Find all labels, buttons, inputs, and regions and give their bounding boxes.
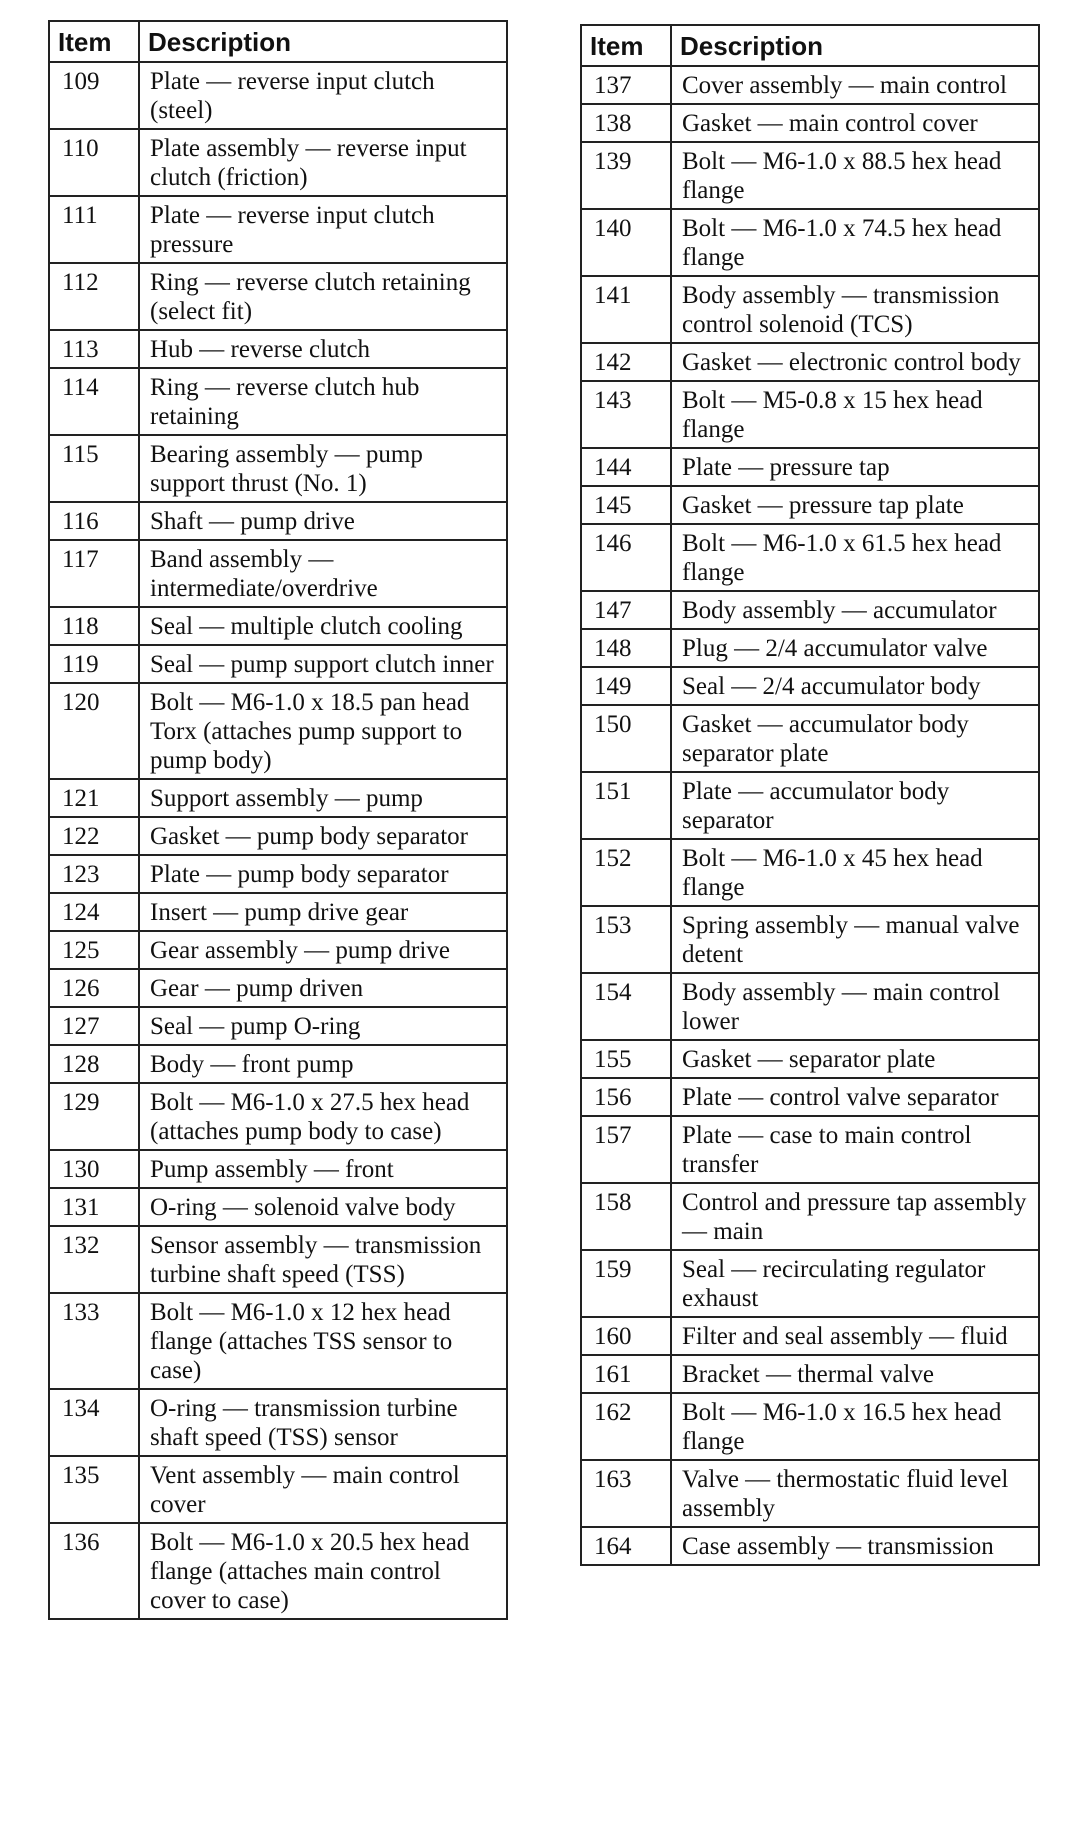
description-cell: Shaft — pump drive: [139, 502, 507, 540]
table-row: [581, 1078, 1039, 1116]
description-cell: Seal — pump support clutch inner: [139, 645, 507, 683]
item-number-cell: 133: [49, 1293, 139, 1389]
description-cell: Bearing assembly — pump support thrust (No. 1): [139, 435, 507, 502]
table-row: [49, 855, 507, 893]
item-number-cell: 142: [581, 343, 671, 381]
description-cell: Plate — pressure tap: [671, 448, 1039, 486]
table-row: [49, 502, 507, 540]
table-row: [49, 368, 507, 435]
table-row: [49, 196, 507, 263]
item-number-cell: 145: [581, 486, 671, 524]
table-row: [581, 1393, 1039, 1460]
table-row: [581, 772, 1039, 839]
table-row: [49, 1389, 507, 1456]
item-number-cell: 140: [581, 209, 671, 276]
table-row: [581, 906, 1039, 973]
item-number-cell: 110: [49, 129, 139, 196]
item-number-cell: 151: [581, 772, 671, 839]
description-cell: Body assembly — main control lower: [671, 973, 1039, 1040]
table-row: [581, 839, 1039, 906]
table-row: [49, 779, 507, 817]
item-number-cell: 112: [49, 263, 139, 330]
description-cell: Seal — pump O-ring: [139, 1007, 507, 1045]
item-number-cell: 116: [49, 502, 139, 540]
item-number-cell: 136: [49, 1523, 139, 1619]
table-row: [49, 645, 507, 683]
description-cell: Ring — reverse clutch hub retaining: [139, 368, 507, 435]
description-cell: Plate — control valve separator: [671, 1078, 1039, 1116]
item-number-cell: 156: [581, 1078, 671, 1116]
table-row: [49, 1293, 507, 1389]
table-row: [581, 1527, 1039, 1565]
table-row: [49, 1456, 507, 1523]
item-number-cell: 160: [581, 1317, 671, 1355]
table-header-row: [49, 21, 507, 62]
item-number-cell: 135: [49, 1456, 139, 1523]
table-row: [581, 629, 1039, 667]
table-row: [581, 448, 1039, 486]
description-cell: Gasket — main control cover: [671, 104, 1039, 142]
description-cell: Bolt — M6-1.0 x 12 hex head flange (attaches TSS sensor to case): [139, 1293, 507, 1389]
description-cell: Gear — pump driven: [139, 969, 507, 1007]
table-header-row: [581, 25, 1039, 66]
table-row: [49, 969, 507, 1007]
item-number-cell: 117: [49, 540, 139, 607]
table-row: [581, 667, 1039, 705]
table-row: [581, 973, 1039, 1040]
table-row: [49, 129, 507, 196]
description-cell: Bolt — M6-1.0 x 27.5 hex head (attaches pump body to case): [139, 1083, 507, 1150]
item-number-cell: 148: [581, 629, 671, 667]
description-cell: Bolt — M6-1.0 x 18.5 pan head Torx (attaches pump support to pump body): [139, 683, 507, 779]
table-row: [49, 1007, 507, 1045]
description-cell: Cover assembly — main control: [671, 66, 1039, 104]
description-cell: Gasket — electronic control body: [671, 343, 1039, 381]
description-cell: Gasket — pump body separator: [139, 817, 507, 855]
description-cell: Bracket — thermal valve: [671, 1355, 1039, 1393]
item-number-cell: 147: [581, 591, 671, 629]
item-number-cell: 123: [49, 855, 139, 893]
item-number-cell: 154: [581, 973, 671, 1040]
item-number-cell: 144: [581, 448, 671, 486]
description-cell: Bolt — M6-1.0 x 88.5 hex head flange: [671, 142, 1039, 209]
table-row: [581, 705, 1039, 772]
table-row: [581, 1183, 1039, 1250]
item-number-cell: 120: [49, 683, 139, 779]
parts-table-left: [48, 20, 508, 1620]
table-row: [49, 931, 507, 969]
table-row: [49, 1150, 507, 1188]
description-cell: Case assembly — transmission: [671, 1527, 1039, 1565]
item-number-cell: 126: [49, 969, 139, 1007]
table-row: [581, 343, 1039, 381]
table-row: [49, 1226, 507, 1293]
item-number-cell: 132: [49, 1226, 139, 1293]
description-cell: Control and pressure tap assembly — main: [671, 1183, 1039, 1250]
item-number-cell: 115: [49, 435, 139, 502]
description-cell: Seal — recirculating regulator exhaust: [671, 1250, 1039, 1317]
description-cell: Plate — reverse input clutch (steel): [139, 62, 507, 129]
description-cell: Seal — 2/4 accumulator body: [671, 667, 1039, 705]
table-row: [49, 62, 507, 129]
item-number-cell: 149: [581, 667, 671, 705]
description-cell: Bolt — M6-1.0 x 20.5 hex head flange (attaches main control cover to case): [139, 1523, 507, 1619]
description-cell: Plate — reverse input clutch pressure: [139, 196, 507, 263]
table-row: [49, 1523, 507, 1619]
description-cell: Plate — case to main control transfer: [671, 1116, 1039, 1183]
table-row: [49, 893, 507, 931]
table-row: [581, 381, 1039, 448]
item-number-cell: 121: [49, 779, 139, 817]
table-row: [581, 524, 1039, 591]
table-row: [49, 540, 507, 607]
table-row: [581, 66, 1039, 104]
description-cell: Gasket — accumulator body separator plate: [671, 705, 1039, 772]
description-cell: Filter and seal assembly — fluid: [671, 1317, 1039, 1355]
item-number-cell: 162: [581, 1393, 671, 1460]
item-number-cell: 141: [581, 276, 671, 343]
description-cell: Pump assembly — front: [139, 1150, 507, 1188]
description-cell: Body assembly — transmission control solenoid (TCS): [671, 276, 1039, 343]
table-row: [581, 486, 1039, 524]
table-row: [49, 607, 507, 645]
table-row: [49, 435, 507, 502]
item-number-cell: 109: [49, 62, 139, 129]
item-number-cell: 163: [581, 1460, 671, 1527]
table-row: [581, 1317, 1039, 1355]
table-row: [581, 209, 1039, 276]
description-cell: Bolt — M5-0.8 x 15 hex head flange: [671, 381, 1039, 448]
item-number-cell: 127: [49, 1007, 139, 1045]
item-number-cell: 159: [581, 1250, 671, 1317]
description-cell: Gasket — pressure tap plate: [671, 486, 1039, 524]
description-column-header: Description: [671, 25, 1039, 66]
item-column-header: Item: [581, 25, 671, 66]
description-cell: Bolt — M6-1.0 x 74.5 hex head flange: [671, 209, 1039, 276]
item-number-cell: 128: [49, 1045, 139, 1083]
description-cell: Vent assembly — main control cover: [139, 1456, 507, 1523]
description-cell: O-ring — transmission turbine shaft speed (TSS) sensor: [139, 1389, 507, 1456]
description-cell: Seal — multiple clutch cooling: [139, 607, 507, 645]
item-number-cell: 129: [49, 1083, 139, 1150]
item-number-cell: 122: [49, 817, 139, 855]
table-row: [49, 1045, 507, 1083]
description-cell: Plate — pump body separator: [139, 855, 507, 893]
item-number-cell: 118: [49, 607, 139, 645]
description-cell: Gear assembly — pump drive: [139, 931, 507, 969]
table-row: [581, 1460, 1039, 1527]
table-row: [49, 330, 507, 368]
description-cell: Sensor assembly — transmission turbine shaft speed (TSS): [139, 1226, 507, 1293]
item-number-cell: 152: [581, 839, 671, 906]
table-row: [49, 1083, 507, 1150]
description-cell: Body — front pump: [139, 1045, 507, 1083]
item-number-cell: 161: [581, 1355, 671, 1393]
table-row: [49, 817, 507, 855]
description-cell: Insert — pump drive gear: [139, 893, 507, 931]
table-row: [581, 276, 1039, 343]
item-number-cell: 137: [581, 66, 671, 104]
item-column-header: Item: [49, 21, 139, 62]
item-number-cell: 134: [49, 1389, 139, 1456]
item-number-cell: 164: [581, 1527, 671, 1565]
item-number-cell: 130: [49, 1150, 139, 1188]
description-cell: Spring assembly — manual valve detent: [671, 906, 1039, 973]
item-number-cell: 146: [581, 524, 671, 591]
description-cell: Plug — 2/4 accumulator valve: [671, 629, 1039, 667]
description-cell: Ring — reverse clutch retaining (select fit): [139, 263, 507, 330]
item-number-cell: 124: [49, 893, 139, 931]
table-row: [581, 1250, 1039, 1317]
item-number-cell: 155: [581, 1040, 671, 1078]
description-cell: Band assembly — intermediate/overdrive: [139, 540, 507, 607]
description-cell: Bolt — M6-1.0 x 16.5 hex head flange: [671, 1393, 1039, 1460]
parts-table-right: [580, 24, 1040, 1566]
table-body-right: [581, 66, 1039, 1565]
table-row: [581, 104, 1039, 142]
item-number-cell: 131: [49, 1188, 139, 1226]
item-number-cell: 158: [581, 1183, 671, 1250]
description-cell: Bolt — M6-1.0 x 61.5 hex head flange: [671, 524, 1039, 591]
table-row: [581, 142, 1039, 209]
description-column-header: Description: [139, 21, 507, 62]
item-number-cell: 139: [581, 142, 671, 209]
item-number-cell: 111: [49, 196, 139, 263]
description-cell: Plate assembly — reverse input clutch (friction): [139, 129, 507, 196]
description-cell: Body assembly — accumulator: [671, 591, 1039, 629]
description-cell: Support assembly — pump: [139, 779, 507, 817]
description-cell: Plate — accumulator body separator: [671, 772, 1039, 839]
table-row: [581, 1355, 1039, 1393]
table-row: [49, 263, 507, 330]
table-row: [581, 591, 1039, 629]
item-number-cell: 114: [49, 368, 139, 435]
item-number-cell: 143: [581, 381, 671, 448]
description-cell: Bolt — M6-1.0 x 45 hex head flange: [671, 839, 1039, 906]
item-number-cell: 157: [581, 1116, 671, 1183]
table-row: [49, 683, 507, 779]
item-number-cell: 138: [581, 104, 671, 142]
description-cell: Gasket — separator plate: [671, 1040, 1039, 1078]
item-number-cell: 150: [581, 705, 671, 772]
description-cell: Hub — reverse clutch: [139, 330, 507, 368]
description-cell: O-ring — solenoid valve body: [139, 1188, 507, 1226]
item-number-cell: 119: [49, 645, 139, 683]
table-row: [49, 1188, 507, 1226]
table-row: [581, 1040, 1039, 1078]
table-row: [581, 1116, 1039, 1183]
table-body-left: [49, 62, 507, 1619]
item-number-cell: 153: [581, 906, 671, 973]
description-cell: Valve — thermostatic fluid level assembly: [671, 1460, 1039, 1527]
item-number-cell: 125: [49, 931, 139, 969]
item-number-cell: 113: [49, 330, 139, 368]
